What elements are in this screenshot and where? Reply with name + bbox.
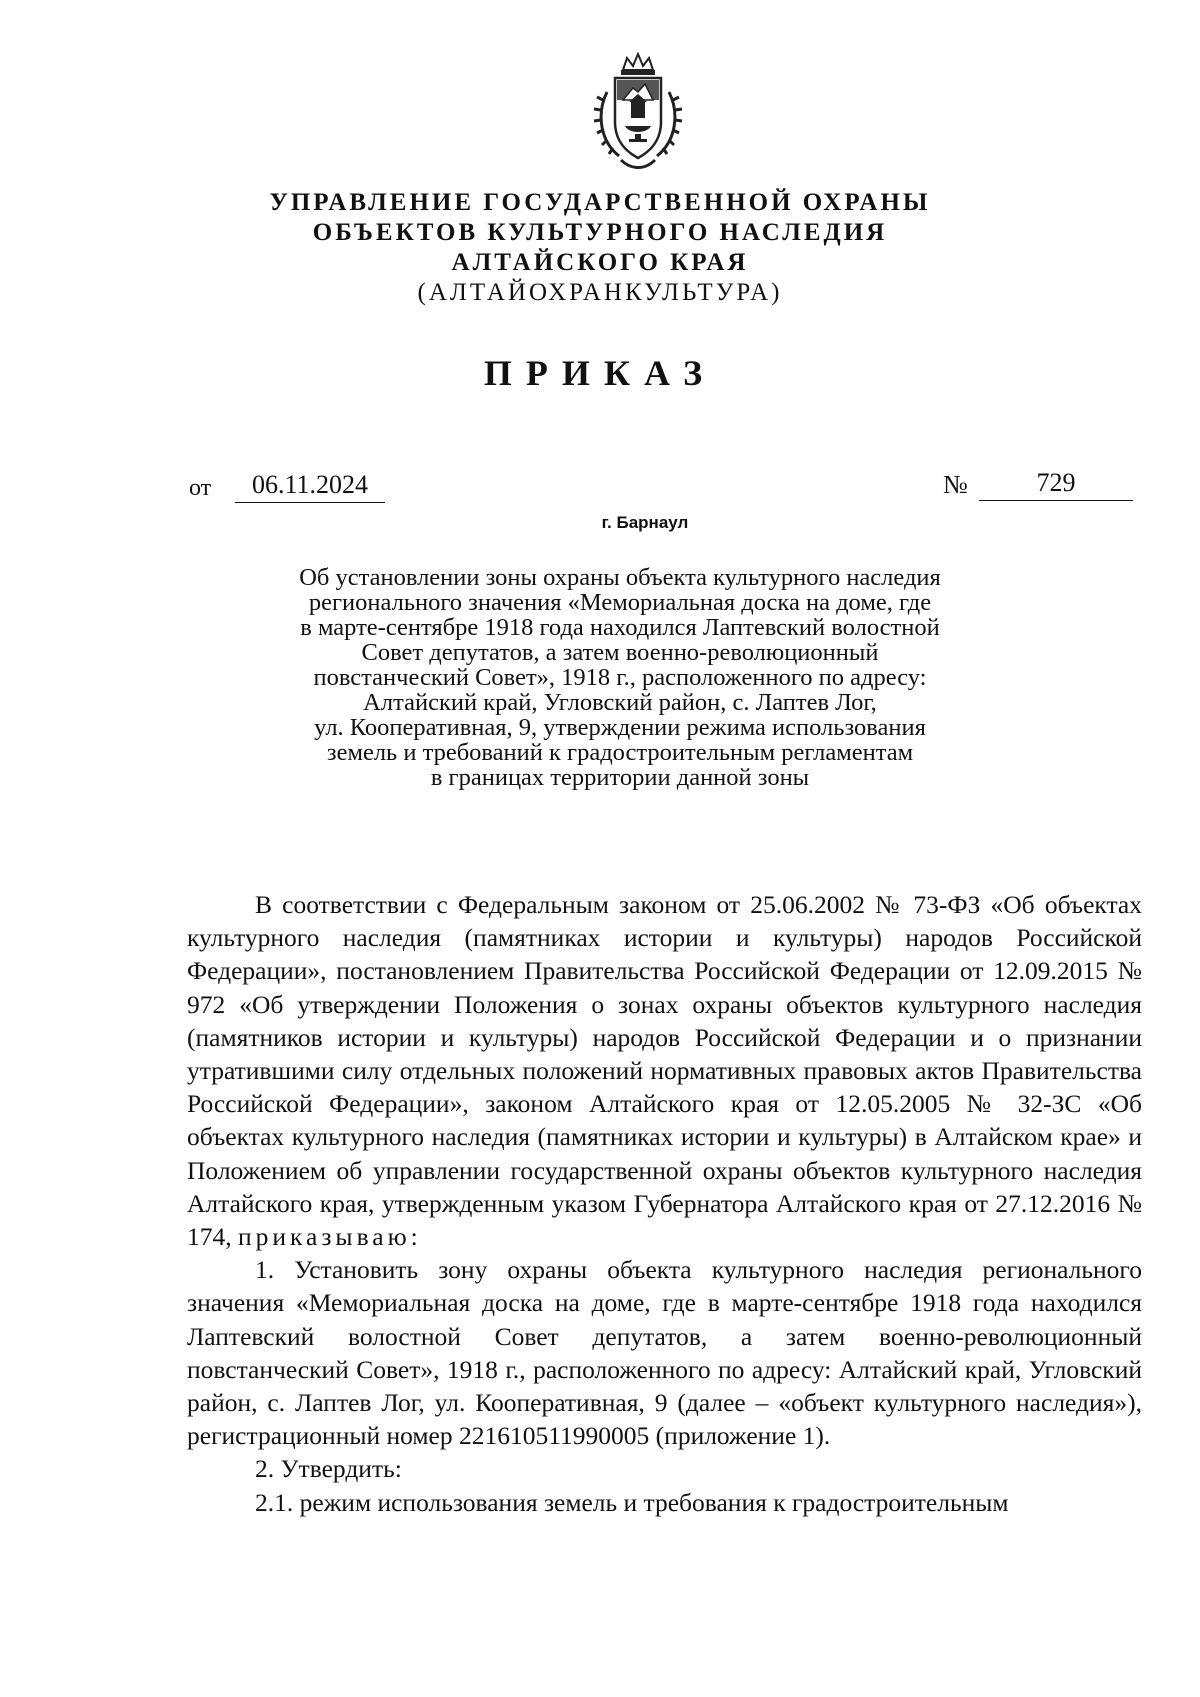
order-body (187, 888, 1142, 1519)
order-date: 06.11.2024 (235, 470, 385, 503)
agency-line-1: УПРАВЛЕНИЕ ГОСУДАРСТВЕННОЙ ОХРАНЫ (269, 189, 931, 216)
agency-short-name: (АЛТАЙОХРАНКУЛЬТУРА) (417, 279, 783, 306)
subject-line: Алтайский край, Угловский район, с. Лаптев Лог, (363, 689, 877, 716)
subject-line: Совет депутатов, а затем военно-революционный (361, 639, 879, 666)
agency-line-3: АЛТАЙСКОГО КРАЯ (451, 249, 749, 276)
item-2-paragraph: 2. Утвердить: (255, 1454, 402, 1484)
preamble-text: В соответствии с Федеральным законом от 25.06.2002 № 73-ФЗ «Об объектах культурного наследия (памятниках истории и культуры) народов Российской Федерации», постановлением Правительства Российской Федерации от 12.09.2015 № 972 «Об утверждении Положения о зонах охраны объектов культурного наследия (памятников истории и культуры) народов Российской Федерации и о признании утратившими силу отдельных положений нормативных правовых актов Правительства Российской Федерации», законом Алтайского края от 12.05.2005 № 32-ЗС «Об объектах культурного наследия (памятниках истории и культуры) в Алтайском крае» и Положением об управлении государственной охраны объектов культурного наследия Алтайского края, утвержденным указом Губернатора Алтайского края от 27.12.2016 № 174, (187, 890, 1142, 1252)
coat-of-arms-icon (593, 52, 683, 174)
subject-line: Об установлении зоны охраны объекта культурного наследия (299, 564, 941, 591)
subject-line: в границах территории данной зоны (430, 764, 810, 791)
subject-line: земель и требований к градостроительным регламентам (326, 739, 914, 766)
agency-name (200, 188, 1000, 308)
order-title: ПРИКАЗ (483, 353, 717, 393)
subject-line: регионального значения «Мемориальная доска на доме, где (308, 589, 932, 616)
city: г. Барнаул (601, 513, 689, 532)
subject-line: повстанческий Совет», 1918 г., расположенного по адресу: (313, 664, 927, 691)
preamble-paragraph (187, 888, 1142, 1253)
item-2-1-paragraph: 2.1. режим использования земель и требования к градостроительным (255, 1487, 1009, 1517)
order-word: приказываю: (238, 1222, 422, 1252)
subject-line: ул. Кооперативная, 9, утверждении режима использования (314, 714, 926, 741)
agency-line-2: ОБЪЕКТОВ КУЛЬТУРНОГО НАСЛЕДИЯ (312, 219, 888, 246)
order-subject (230, 565, 1010, 790)
number-label: № (943, 470, 968, 499)
date-label: от (189, 475, 212, 501)
subject-line: в марте-сентябре 1918 года находился Лаптевский волостной (300, 614, 940, 641)
item-1-paragraph: 1. Установить зону охраны объекта культурного наследия регионального значения «Мемориальная доска на доме, где в марте-сентябре 1918 года находился Лаптевский волостной Совет депутатов, а затем военно-революционный повстанческий Совет», 1918 г., расположенного по адресу: Алтайский край, Угловский район, с. Лаптев Лог, ул. Кооперативная, 9 (далее – «объект культурного наследия»), регистрационный номер 221610511990005 (приложение 1). (187, 1255, 1142, 1451)
order-number: 729 (979, 468, 1133, 501)
